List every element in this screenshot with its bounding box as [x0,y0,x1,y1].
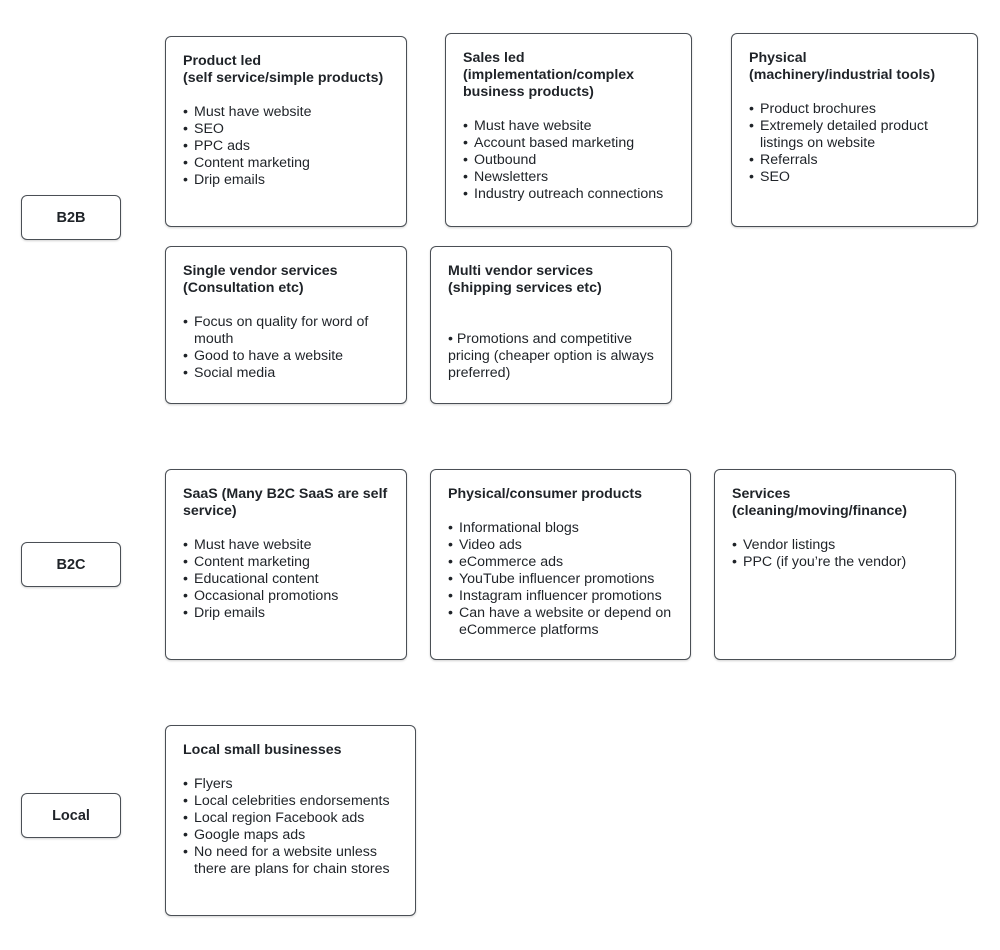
list-item: • Local region Facebook ads [183,810,399,827]
category-b2b: B2B [21,195,121,240]
list-item: • SEO [749,169,961,186]
card-multi-vendor [430,246,672,404]
list-item: • Informational blogs [448,520,674,537]
bullet-list [732,537,939,571]
list-item: • PPC (if you’re the vendor) [732,554,939,571]
card-physical-b2b [731,33,978,227]
list-item: • Content marketing [183,155,390,172]
list-item: • Can have a website or depend on eCommerce platforms [448,605,674,639]
card-saas-b2c [165,469,407,660]
list-item: • YouTube influencer promotions [448,571,674,588]
list-item: • Product brochures [749,101,961,118]
list-item: • Newsletters [463,169,675,186]
list-item: • Flyers [183,776,399,793]
card-title: Single vendor services (Consultation etc) [183,263,338,296]
list-item: • PPC ads [183,138,390,155]
card-services-b2c [714,469,956,660]
card-title: Product led (self service/simple products) [183,53,384,86]
list-item: • Must have website [183,537,390,554]
list-item: • eCommerce ads [448,554,674,571]
list-item: • Drip emails [183,172,390,189]
list-item: • No need for a website unless there are plans for chain stores [183,844,399,878]
list-item: • Social media [183,365,390,382]
card-title: Physical (machinery/industrial tools) [749,50,936,83]
card-text: • Promotions and competitive pricing (cheaper option is always preferred) [448,331,654,381]
bullet-list [463,118,675,203]
bullet-list [183,537,390,622]
list-item: • Video ads [448,537,674,554]
bullet-list [183,314,390,382]
list-item: • Account based marketing [463,135,675,152]
card-title: Services (cleaning/moving/finance) [732,486,908,519]
card-product-led [165,36,407,227]
list-item: • SEO [183,121,390,138]
list-item: • Occasional promotions [183,588,390,605]
list-item: • Google maps ads [183,827,399,844]
list-item: • Instagram influencer promotions [448,588,674,605]
list-item: • Extremely detailed product listings on website [749,118,961,152]
list-item: • Industry outreach connections [463,186,675,203]
list-item: • Drip emails [183,605,390,622]
list-item: • Educational content [183,571,390,588]
list-item: • Must have website [183,104,390,121]
bullet-list [448,520,674,639]
list-item: • Must have website [463,118,675,135]
card-title: Local small businesses [183,742,342,758]
category-b2c: B2C [21,542,121,587]
card-local-small-businesses [165,725,416,916]
list-item: • Focus on quality for word of mouth [183,314,390,348]
card-title: Sales led (implementation/complex business products) [463,50,635,100]
list-item: • Vendor listings [732,537,939,554]
bullet-list [749,101,961,186]
bullet-list [183,104,390,189]
card-title: SaaS (Many B2C SaaS are self service) [183,486,388,519]
card-title: Multi vendor services (shipping services etc) [448,263,602,296]
list-item: • Content marketing [183,554,390,571]
category-local: Local [21,793,121,838]
card-physical-consumer [430,469,691,660]
list-item: • Local celebrities endorsements [183,793,399,810]
card-title: Physical/consumer products [448,486,642,502]
card-single-vendor [165,246,407,404]
card-sales-led [445,33,692,227]
bullet-list [183,776,399,878]
list-item: • Good to have a website [183,348,390,365]
list-item: • Referrals [749,152,961,169]
list-item: • Outbound [463,152,675,169]
